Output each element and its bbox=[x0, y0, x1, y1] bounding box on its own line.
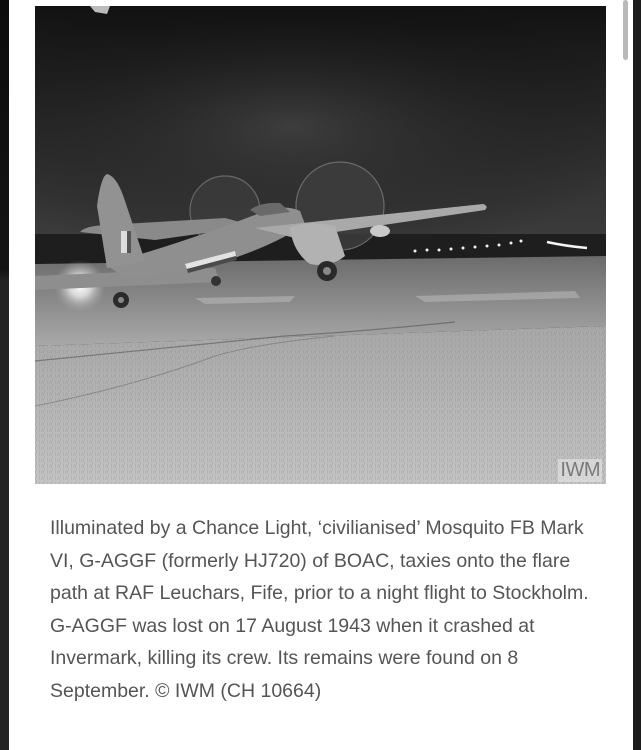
photo-caption: Illuminated by a Chance Light, ‘civilianised’ Mosquito FB Mark VI, G-AGGF (formerly HJ720) of BOAC, taxies onto the flare path at RAF Leuchars, Fife, prior to a night flight to Stockholm. G-AGGF was lost on 17 August 1943 when it crashed at Invermark, killing its crew. Its remains were found on 8 September. © IWM (CH 10664) bbox=[50, 517, 589, 702]
photo[interactable] bbox=[35, 6, 606, 484]
aircraft-photo-illustration bbox=[35, 6, 606, 484]
iwm-watermark: IWM bbox=[560, 459, 600, 481]
background-left-edge bbox=[0, 0, 9, 750]
vertical-scrollbar[interactable] bbox=[623, 0, 628, 60]
background-right-edge bbox=[633, 0, 641, 750]
